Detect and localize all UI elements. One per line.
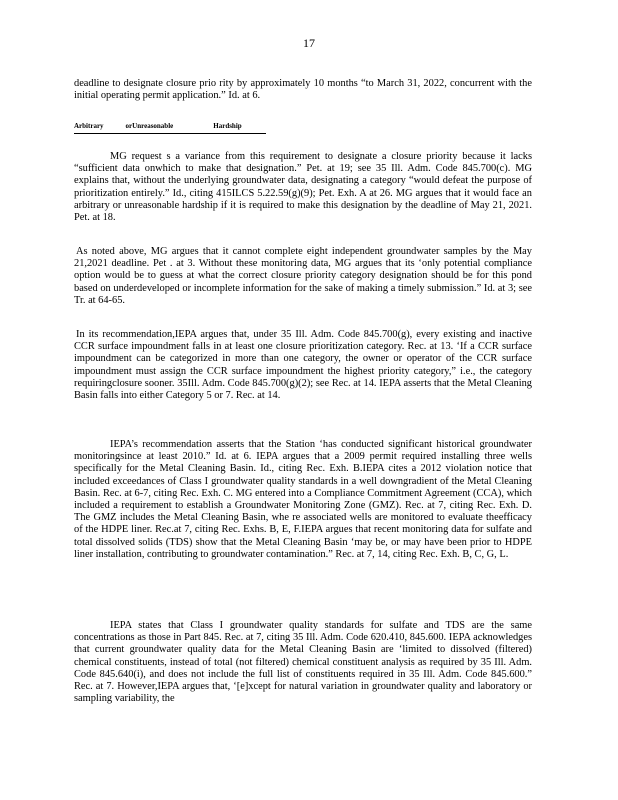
- paragraph-continuation: deadline to designate closure prio rity by approximately 10 months “to March 31, 2022, concurrent with the initial operating permit application.” Id. at 6.: [74, 78, 532, 102]
- paragraph-iepa-standards: IEPA states that Class I groundwater quality standards for sulfate and TDS are the same concentrations as those in Part 845. Rec. at 7, citing 35 Ill. Adm. Code 620.410, 845.600. IEPA acknowledges that current groundwater quality data for the Metal Cleaning Basin are ‘limited to dissolved (filtered) chemical constituents, instead of total (not filtered) chemical constituent analysis as required by 35 Ill. Adm. Code 845.640(i), and does not include the full list of constituents required in 35 Ill. Adm. Code 845.600.” Rec. at 7. However,IEPA argues that, ‘[e]xcept for natural variation in groundwater quality and laboratory or sampling variability, the: [74, 620, 532, 705]
- heading-word-unreasonable: orUnreasonable: [125, 122, 174, 130]
- paragraph-mg-request: MG request s a variance from this requirement to designate a closure priority because it lacks “sufficient data onwhich to make that designation.” Pet. at 19; see 35 Ill. Adm. Code 845.700(c). MG explains that, without the underlying groundwater data, designating a category “would defeat the purpose of prioritization entirely.” Id., citing 415ILCS 5.22.59(g)(9); Pet. Exh. A at 26. MG argues that it would face an arbitrary or unreasonable hardship if it is required to make this designation by the deadline of May 21, 2021. Pet. at 18.: [74, 151, 532, 224]
- heading-word-hardship: Hardship: [213, 122, 242, 130]
- paragraph-iepa-recommendation: In its recommendation,IEPA argues that, under 35 Ill. Adm. Code 845.700(g), every existing and inactive CCR surface impoundment falls in at least one closure prioritization category. Rec. at 13. ‘If a CCR surface impoundment can be categorized in more than one category, the owner or operator of the CCR surface impoundment must assign the CCR surface impoundment the highest priority category,” i.e., the category requiringclosure sooner. 35Ill. Adm. Code 845.700(g)(2); see Rec. at 14. IEPA asserts that the Metal Cleaning Basin falls into either Category 5 or 7. Rec. at 14.: [74, 329, 532, 402]
- heading-word-arbitrary: Arbitrary: [74, 122, 104, 130]
- section-heading: [74, 121, 266, 134]
- page-number: 17: [303, 36, 315, 50]
- paragraph-iepa-monitoring: IEPA’s recommendation asserts that the Station ‘has conducted significant historical groundwater monitoringsince at least 2010.” Id. at 6. IEPA argues that a 2009 permit required installing three wells specifically for the Metal Cleaning Basin. Id., citing Rec. Exh. B.IEPA cites a 2012 violation notice that included exceedances of Class I groundwater quality standards in a well downgradient of the Metal Cleaning Basin. Rec. at 6-7, citing Rec. Exh. C. MG entered into a Compliance Commitment Agreement (CCA), which included a requirement to establish a Groundwater Monitoring Zone (GMZ). Rec. at 7, citing Rec. Exh. D. The GMZ includes the Metal Cleaning Basin, whe re associated wells are monitored to evaluate theefficacy of the HDPE liner. Rec.at 7, citing Rec. Exhs. B, E, F.IEPA argues that recent monitoring data for sulfate and total dissolved solids (TDS) show that the Metal Cleaning Basin ‘may be, or may have been prior to HDPE liner installation, contributing to groundwater contamination.” Rec. at 7, 14, citing Rec. Exh. B, C, G, L.: [74, 439, 532, 560]
- paragraph-as-noted-above: As noted above, MG argues that it cannot complete eight independent groundwater samples by the May 21,2021 deadline. Pet . at 3. Without these monitoring data, MG argues that its ‘only potential compliance option would be to guess at what the correct closure priority category designation should be for this pond based on underdeveloped or incomplete information for the sake of making a timely submission.” Id. at 3; see Tr. at 64-65.: [74, 246, 532, 306]
